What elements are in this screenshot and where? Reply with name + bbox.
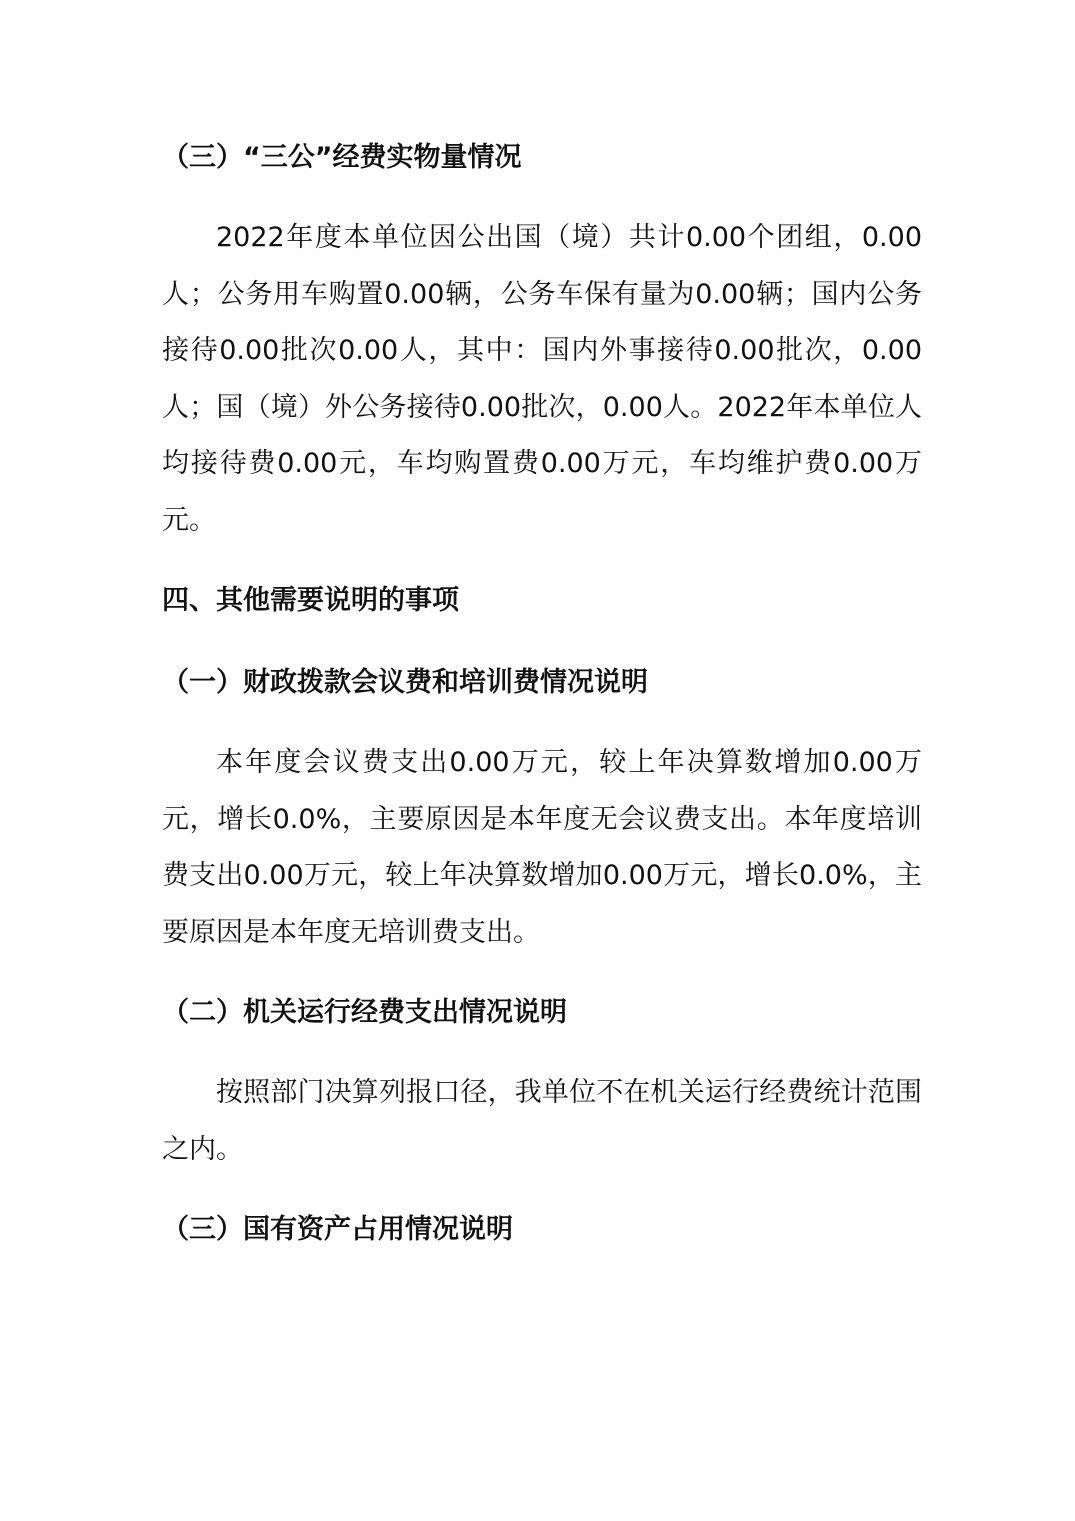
paragraph-sangong-physical: 2022年度本单位因公出国（境）共计0.00个团组，0.00人；公务用车购置0.00辆，公务车保有量为0.00辆；国内公务接待0.00批次0.00人，其中：国内外事接待0.00批次，0.00人；国（境）外公务接待0.00批次，0.00人。2022年本单位人均接待费0.00元，车均购置费0.00万元，车均维护费0.00万元。 (162, 222, 922, 536)
paragraph-meeting-training: 本年度会议费支出0.00万元，较上年决算数增加0.00万元，增长0.0%，主要原因是本年度无会议费支出。本年度培训费支出0.00万元，较上年决算数增加0.00万元，增长0.0%，主要原因是本年度无培训费支出。 (162, 747, 922, 948)
section-heading-operating-expenses: （二）机关运行经费支出情况说明 (162, 997, 567, 1028)
section-heading-meeting-training: （一）财政拨款会议费和培训费情况说明 (162, 667, 648, 698)
document-page (162, 130, 922, 1258)
section-heading-other-matters: 四、其他需要说明的事项 (162, 585, 459, 616)
section-heading-state-assets: （三）国有资产占用情况说明 (162, 1214, 513, 1245)
paragraph-operating-expenses: 按照部门决算列报口径，我单位不在机关运行经费统计范围之内。 (162, 1077, 922, 1165)
section-heading-sangong-physical: （三）“三公”经费实物量情况 (162, 142, 522, 173)
